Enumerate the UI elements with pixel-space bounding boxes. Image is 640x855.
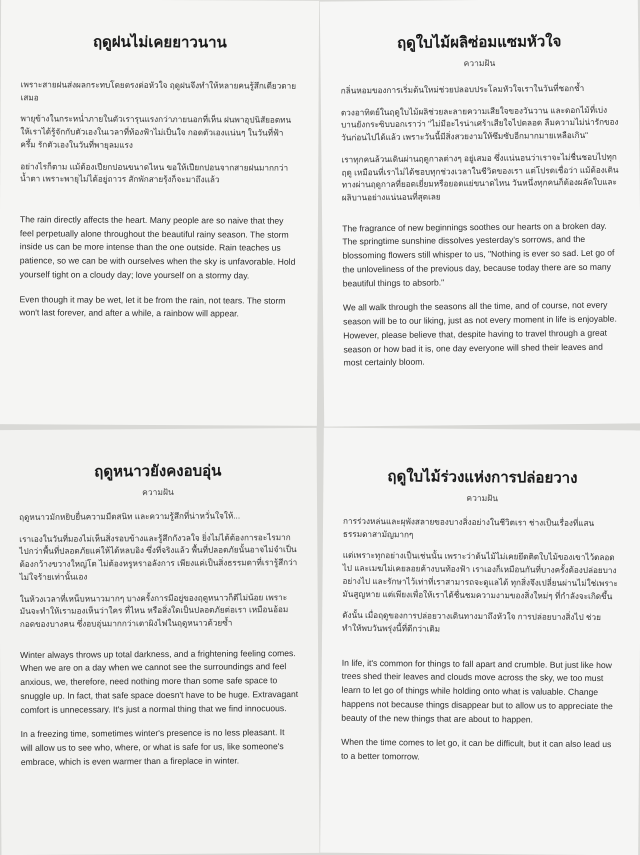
thai-paragraph: แต่เพราะทุกอย่างเป็นเช่นนั้น เพราะว่าต้นไม้ไม่เคยยึดติดใบไม้ของเขาไว้ตลอดไป และเมฆไม่เคยลอยค้างบนท้องฟ้า เราเองก็เหมือนกันที่บางครั้งต้องปล่อยบางอย่างไป และรักษาไว้เท่าที่เราสามารถจะดูแลได้ ทุกสิ่งจึงเปลี่ยนผ่านไม่ใช่เพราะมันสูญหาย แต่เพียงเพื่อให้เราได้ชื่นชมความงามของสิ่งใหม่ๆ ที่กำลังจะเกิดขึ้น (342, 551, 618, 601)
page-card-autumn (320, 428, 640, 855)
english-paragraph: The rain directly affects the heart. Many people are so naive that they feel perpetually alone throughout the beautiful rainy season. The storm inside us can be more intense than the one outside. Rain teaches us patience, so we can be with ourselves when the sky is unfavorable. Hold yourself tight on a cloudy day; love yourself on a stormy day. (19, 214, 296, 281)
thai-paragraph: ดวงอาทิตย์ในฤดูใบไม้ผลิช่วยละลายความเสียใจของวันวาน และดอกไม้ที่เบ่งบานยังกระซิบบอกเราว่า "ไม่มีอะไรน่าเศร้าเสียใจไปตลอด ลืมความไม่น่ารักของวันก่อนไปได้แล้ว เพราะวันนี้มีสิ่งสวยงามให้ซึมซับอีกมากมายเหลือเกิน" (340, 105, 619, 143)
card-subtitle: ความฝัน (463, 58, 496, 70)
thai-paragraph: ในห้วงเวลาที่เหน็บหนาวมากๆ บางครั้งการมีอยู่ของฤดูหนาวก็ดีไม่น้อย เพราะมันจะทำให้เรามองเห็นว่าใคร ที่ไหน หรือสิ่งใดเป็นปลอดภัยต่อเรา เหมือนอ้อมกอดของบางคน ซึ่งอบอุ่นมากกว่าเตาผิงไฟในฤดูหนาวด้วยซ้ำ (19, 592, 289, 629)
english-paragraph: We all walk through the seasons all the time, and of course, not every season will be to our liking, just as not every moment in life is enjoyable. However, please believe that, despite having to travel through a great season or how bad it is, one day everyone will shed their leaves and most certainly bloom. (342, 300, 617, 368)
page-card-spring (320, 0, 640, 427)
card-title: ฤดูฝนไม่เคยยาวนาน (92, 33, 227, 52)
english-paragraph: In a freezing time, sometimes winter's presence is no less pleasant. It will allow us to see who, where, or what is safe for us, like someone's embrace, which is even warmer than a fireplace in winter. (20, 727, 285, 767)
thai-paragraph: ฤดูหนาวมักหยิบยื่นความมืดสนิท และความรู้สึกที่น่าหวั่นใจให้... (19, 511, 241, 522)
thai-paragraph: กลิ่นหอมของการเริ่มต้นใหม่ช่วยปลอบประโลมหัวใจเราในวันที่ชอกช้ำ (340, 83, 585, 96)
page-card-rain (0, 0, 319, 426)
page-card-winter (0, 428, 319, 855)
english-paragraph: In life, it's common for things to fall apart and crumble. But just like how trees shed their leaves and clouds move across the sky, we too must learn to let go of things while holding onto what is valuable. Change happens not because things disappear but to allow us to appreciate the beauty of the new things that are about to happen. (341, 657, 613, 725)
thai-paragraph: การร่วงหล่นและผุพังสลายของบางสิ่งอย่างในชีวิตเรา ช่างเป็นเรื่องที่แสนธรรมดาสามัญมากๆ (342, 516, 595, 540)
english-paragraph: Winter always throws up total darkness, and a frightening feeling comes. When we are on a day when we cannot see the surroundings and feel anxious, we, therefore, need nothing more than some safe space to snuggle up. In fact, that safe space doesn't have to be huge. Extravagant comfort is unnecessary. It's just a normal thing that we find innocuous. (20, 647, 299, 715)
card-subtitle: ความฝัน (466, 493, 499, 505)
card-subtitle: ความฝัน (142, 487, 174, 499)
english-paragraph: Even though it may be wet, let it be from the rain, not tears. The storm won't last forever, and after a while, a rainbow will appear. (19, 293, 286, 319)
card-title: ฤดูหนาวยังคงอบอุ่น (94, 462, 222, 481)
thai-paragraph: เพราะสายฝนส่งผลกระทบโดยตรงต่อหัวใจ ฤดูฝนจึงทำให้หลายคนรู้สึกเดียวดายเสมอ (20, 80, 297, 103)
thai-paragraph: ดังนั้น เมื่อฤดูของการปล่อยวางเดินทางมาถึงหัวใจ การปล่อยบางสิ่งไป ช่วยทำให้พบวันพรุ่งนี้ที่ดีกว่าเดิม (342, 611, 601, 634)
card-title: ฤดูใบไม้ผลิซ่อมแซมหัวใจ (396, 33, 562, 52)
thai-paragraph: เราทุกคนล้วนเดินผ่านฤดูกาลต่างๆ อยู่เสมอ ซึ่งแน่นอนว่าเราจะไม่ชื่นชอบไปทุกฤดู เหมือนที่เราไม่ได้ชอบทุกช่วงเวลาในชีวิตของเรา แต่โปรดเชื่อว่า แม้ต้องเดินทางผ่านฤดูกาลที่ยอดเยี่ยมหรือยอดแย่ขนาดไหน วันหนึ่งทุกคนก็ต้องผลัดใบและผลิบานอย่างแน่นอนที่สุดเลย (341, 152, 619, 203)
card-title: ฤดูใบไม้ร่วงแห่งการปล่อยวาง (387, 468, 578, 487)
thai-paragraph: พายุข้างในกระหน่ำภายในตัวเรารุนแรงกว่าภายนอกที่เห็น ฝนพาอุปนิสัยอดทนให้เราได้รู้จักกับตัวเองในเวลาที่ท้องฟ้าไม่เป็นใจ กอดตัวเองแน่นๆ ในวันที่ฟ้าครึ้ม รักตัวเองในวันที่พายุลมแรง (20, 114, 292, 150)
english-paragraph: When the time comes to let go, it can be difficult, but it can also lead us to a better tomorrow. (340, 737, 612, 762)
thai-paragraph: เราเองในวันที่มองไม่เห็นสิ่งรอบข้างและรู้สึกกังวลใจ ยิ่งไม่ได้ต้องการอะไรมากไปกว่าพื้นที่ปลอดภัยแค่ให้ได้หลบอิง ซึ่งที่จริงแล้ว พื้นที่ปลอดภัยนั้นอาจไม่จำเป็นต้องกว้างขวางใหญ่โต ไม่ต้องหรูหราอลังการ เพียงแค่เป็นสิ่งธรรมดาที่เรารู้สึกว่าไม่ใจร้ายเท่านั้นเอง (19, 532, 298, 582)
english-paragraph: The fragrance of new beginnings soothes our hearts on a broken day. The springtime sunshine dissolves yesterday's sorrows, and the blossoming flowers still whisper to us, "Nothing is ever so sad. Let go of the unloveliness of the previous day, because today there are so many beautiful things to absorb." (342, 220, 615, 289)
thai-paragraph: อย่างไรก็ตาม แม้ต้องเปียกปอนขนาดไหน ขอให้เปียกปอนจากสายฝนมากกว่าน้ำตา เพราะพายุไม่ได้อยู่ถาวร สักพักสายรุ้งก็จะมาถึงแล้ว (20, 161, 289, 185)
